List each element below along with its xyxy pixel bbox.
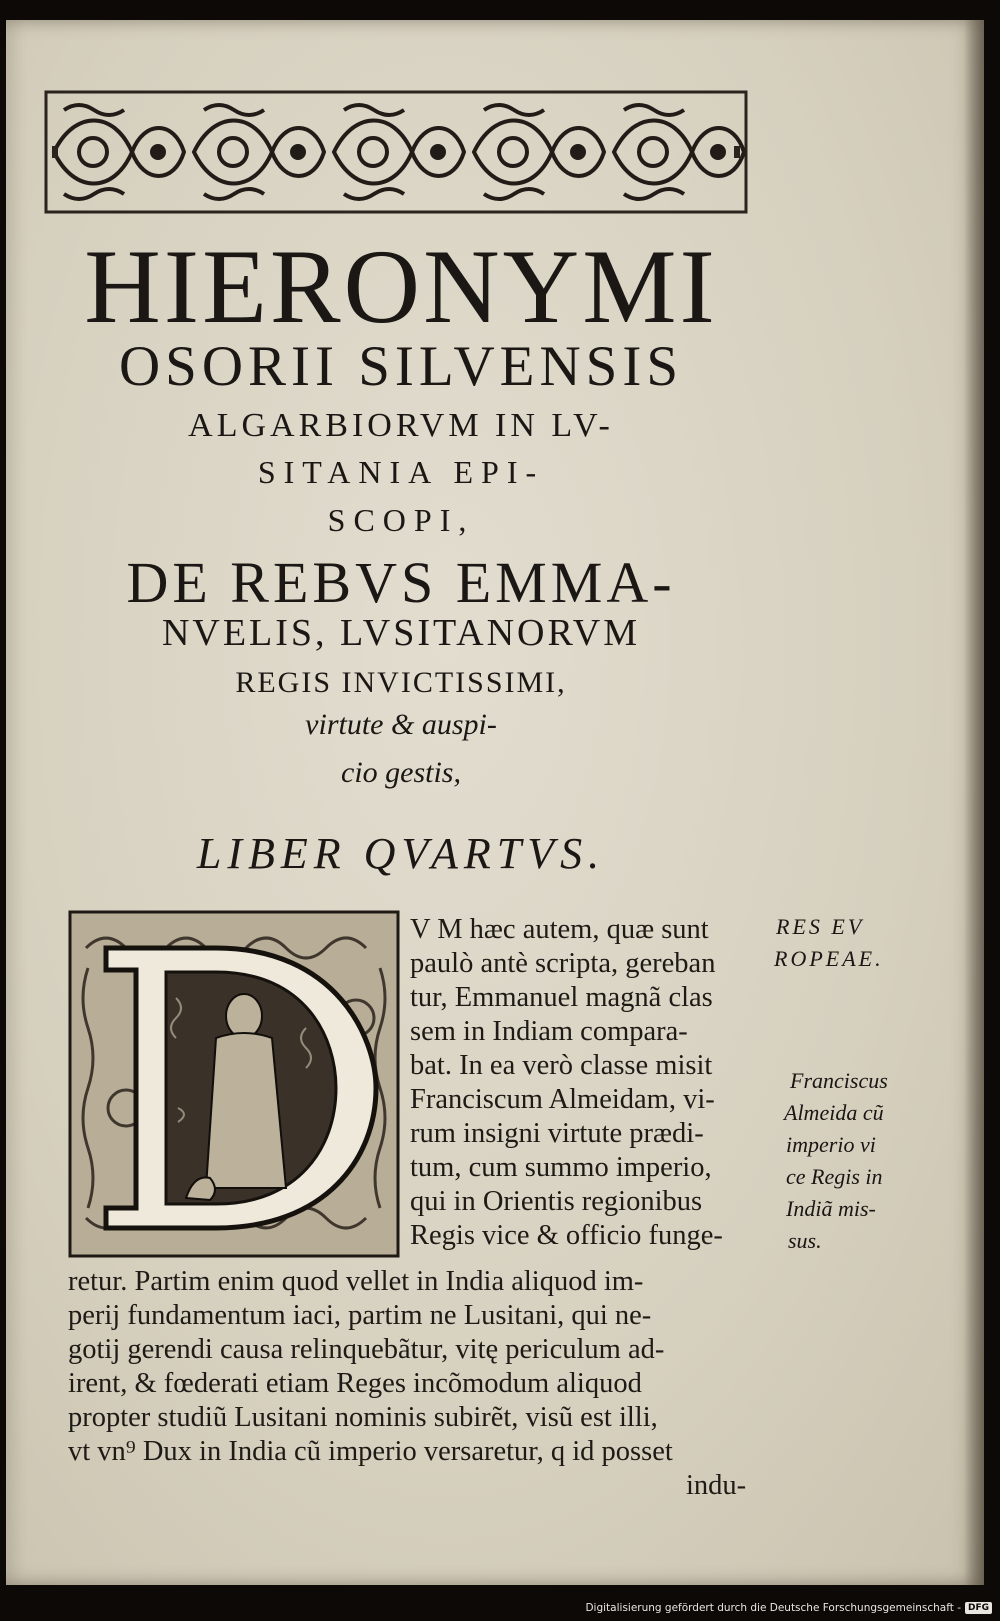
margin-note-almeida: Franciscus <box>790 1068 888 1093</box>
body-line: sem in Indiam compara- <box>410 1016 688 1047</box>
margin-note-res-europeae: ROPEAE. <box>774 946 884 971</box>
body-line: Regis vice & officio funge- <box>410 1220 723 1251</box>
title-line-3: ALGARBIORVM IN LV- <box>188 407 614 444</box>
book-page <box>6 20 984 1585</box>
body-line: Franciscum Almeidam, vi- <box>410 1084 715 1115</box>
title-line-7: NVELIS, LVSITANORVM <box>161 612 641 654</box>
title-line-6: DE REBVS EMMA- <box>126 550 676 615</box>
body-line: V M hæc autem, quæ sunt <box>410 914 709 945</box>
body-line: perij fundamentum iaci, partim ne Lusitani, qui ne- <box>68 1300 652 1331</box>
body-line: qui in Orientis regionibus <box>410 1186 703 1217</box>
body-line: bat. In ea verò classe misit <box>410 1050 713 1081</box>
footer-credit: Digitalisierung gefördert durch die Deutsche Forschungsgemeinschaft - <box>585 1602 961 1614</box>
body-line: paulò antè scripta, gereban <box>410 948 716 979</box>
margin-note-res-europeae: RES EV <box>776 914 865 939</box>
body-line: propter studiũ Lusitani nominis subirẽt, visũ est illi, <box>68 1402 658 1433</box>
body-line: vt vn⁹ Dux in India cũ imperio versaretur, q id posset <box>68 1436 673 1467</box>
body-line: rum insigni virtute prædi- <box>410 1118 704 1149</box>
margin-note-almeida: ce Regis in <box>786 1164 883 1189</box>
title-line-5: SCOPI, <box>327 502 475 538</box>
headpiece-ornament <box>44 90 748 214</box>
body-line: tur, Emmanuel magnã clas <box>410 982 713 1013</box>
body-line: irent, & fœderati etiam Reges incõmodum aliquod <box>68 1368 642 1399</box>
title-line-4: SITANIA EPI- <box>257 454 545 490</box>
title-author-second: OSORII SILVENSIS <box>118 335 684 398</box>
body-line: retur. Partim enim quod vellet in India aliquod im- <box>68 1266 644 1297</box>
title-line-10: cio gestis, <box>341 756 461 789</box>
margin-note-almeida: Indiã mis- <box>786 1196 876 1221</box>
book-heading: LIBER QVARTVS. <box>196 829 606 878</box>
body-line: gotij gerendi causa relinquebãtur, vitę periculum ad- <box>68 1334 665 1365</box>
title-line-8: REGIS INVICTISSIMI, <box>235 666 567 699</box>
decorated-initial-d <box>66 908 402 1260</box>
title-author-first: HIERONYMI <box>84 228 718 345</box>
margin-note-almeida: imperio vi <box>786 1132 876 1157</box>
margin-note-almeida: Almeida cũ <box>784 1100 884 1125</box>
digitization-footer <box>585 1599 992 1617</box>
body-line: tum, cum summo imperio, <box>410 1152 712 1183</box>
dfg-logo: DFG <box>965 1602 992 1614</box>
catchword: indu- <box>686 1470 747 1501</box>
title-line-9: virtute & auspi- <box>305 708 497 741</box>
margin-note-almeida: sus. <box>788 1228 822 1253</box>
page-gutter-shadow <box>964 20 984 1585</box>
